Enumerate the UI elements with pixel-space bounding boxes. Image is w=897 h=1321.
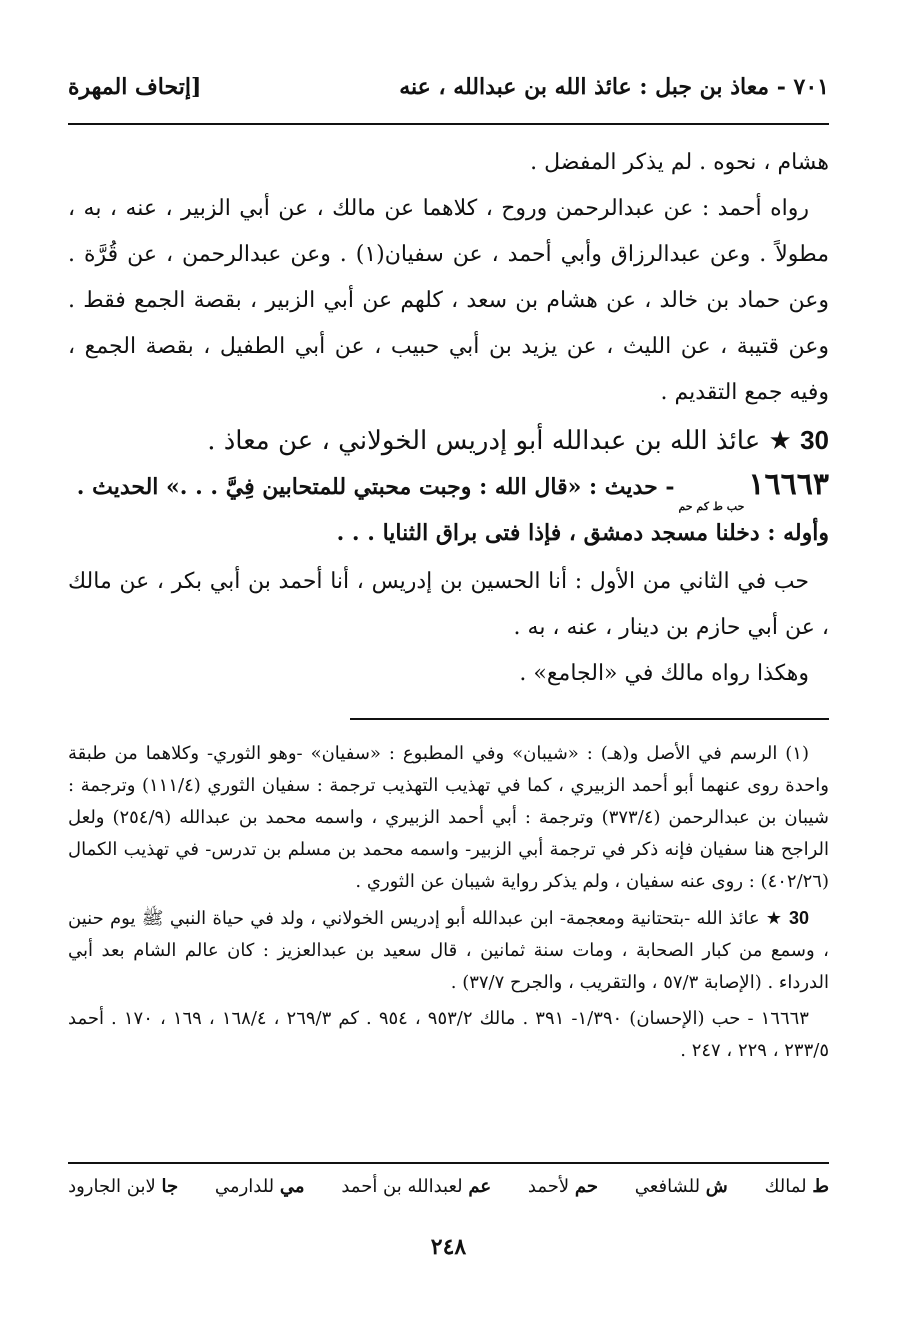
hadith-entry xyxy=(68,465,829,553)
hadith-line-2: وأوله : دخلنا مسجد دمشق ، فإذا فتى براق الثنايا . . . xyxy=(336,520,829,546)
footnote-1: (١) الرسم في الأصل و(هـ) : «شيبان» وفي المطبوع : «سفيان» -وهو الثوري- وكلاهما من طبقة واحدة روى عنهما أبو أحمد الزبيري ، كما في تهذيب التهذيب ترجمة : سفيان الثوري (١١١/٤) وترجمة : شيبان بن عبدالرحمن (٣٧٣/٤) وترجمة : أبي أحمد الزبيري ، واسمه محمد بن عبدالله (٢٥٤/٩) ولعل الراجح هنا سفيان فإنه ذكر في ترجمة أبي الزبير- واسمه محمد بن مسلم بن تدرس- في تهذيب الكمال (٤٠٢/٢٦) : روى عنه سفيان ، ولم يذكر رواية شيبان عن الثوري . xyxy=(68,743,829,892)
page-number: ٢٤٨ xyxy=(430,1234,467,1260)
section-heading xyxy=(68,416,829,465)
paragraph-narration: رواه أحمد : عن عبدالرحمن وروح ، كلاهما عن مالك ، عن أبي الزبير ، عنه ، به ، مطولاً . وعن عبدالرزاق وأبي أحمد ، عن سفيان(١) . وعن عبدالرحمن ، عن قُرَّة . وعن حماد بن خالد ، عن هشام بن سعد ، كلهم عن أبي الزبير ، بقصة الجمع فقط . وعن قتيبة ، عن الليث ، عن يزيد بن أبي حبيب ، عن أبي الطفيل ، بقصة الجمع ، وفيه جمع التقديم . xyxy=(68,196,829,405)
abbreviation-item: جا لابن الجارود xyxy=(68,1176,179,1197)
hadith-text: - حديث : «قال الله : وجبت محبتي للمتحابين فِيَّ . . .» الحديث . xyxy=(76,474,675,500)
paragraph-continuation: هشام ، نحوه . لم يذكر المفضل . xyxy=(530,150,829,175)
footnote-references: ١٦٦٦٣ - حب (الإحسان) ١/٣٩٠- ٣٩١ . مالك ٩٥٣/٢ ، ٩٥٤ . كم ٢٦٩/٣ ، ١٦٨/٤ ، ١٦٩ ، ١٧٠ . أحمد ٢٣٣/٥ ، ٢٢٩ ، ٢٤٧ . xyxy=(68,1008,829,1061)
header-divider xyxy=(68,123,829,125)
header-chapter-title: ٧٠١ - معاذ بن جبل : عائذ الله بن عبدالله ، عنه xyxy=(399,74,829,100)
running-header xyxy=(68,68,829,108)
footnote-biography xyxy=(68,902,829,999)
footnote-divider xyxy=(350,718,829,720)
hadith-line-1 xyxy=(68,465,829,513)
abbreviation-item: عم لعبدالله بن أحمد xyxy=(341,1176,492,1197)
abbreviations-legend xyxy=(68,1176,829,1197)
star-icon: ★ xyxy=(768,426,792,456)
footnotes xyxy=(68,738,829,1067)
hadith-sigla: حب ط كم حم xyxy=(678,500,745,513)
section-number: 30 xyxy=(800,425,829,455)
footnote-section-number: 30 xyxy=(788,908,810,928)
abbreviations-divider xyxy=(68,1162,829,1164)
hadith-number: ١٦٦٦٣ xyxy=(748,467,829,502)
abbreviation-item: حم لأحمد xyxy=(527,1176,598,1197)
abbreviation-item: مي للدارمي xyxy=(214,1176,305,1197)
abbreviation-item: ط لمالك xyxy=(764,1176,829,1197)
paragraph-remark: وهكذا رواه مالك في «الجامع» . xyxy=(519,661,809,686)
star-icon: ★ xyxy=(765,908,783,929)
paragraph-isnad: حب في الثاني من الأول : أنا الحسين بن إدريس ، أنا أحمد بن أبي بكر ، عن مالك ، عن أبي حازم بن دينار ، عنه ، به . xyxy=(68,569,829,640)
footnote-biography-text: عائذ الله -بتحتانية ومعجمة- ابن عبدالله أبو إدريس الخولاني ، ولد في حياة النبي ﷺ يوم حنين ، وسمع من كبار الصحابة ، ومات سنة ثمانين ، قال سعيد بن عبدالعزيز : كان عالم الشام بعد أبي الدرداء . (الإصابة ٥٧/٣ ، والتقريب ، والجرح ٣٧/٧) . xyxy=(68,908,829,993)
header-book-title: [إتحاف المهرة xyxy=(68,74,202,100)
main-text xyxy=(68,140,829,697)
abbreviation-item: ش للشافعي xyxy=(634,1176,728,1197)
section-title: عائذ الله بن عبدالله أبو إدريس الخولاني ، عن معاذ . xyxy=(207,426,761,456)
